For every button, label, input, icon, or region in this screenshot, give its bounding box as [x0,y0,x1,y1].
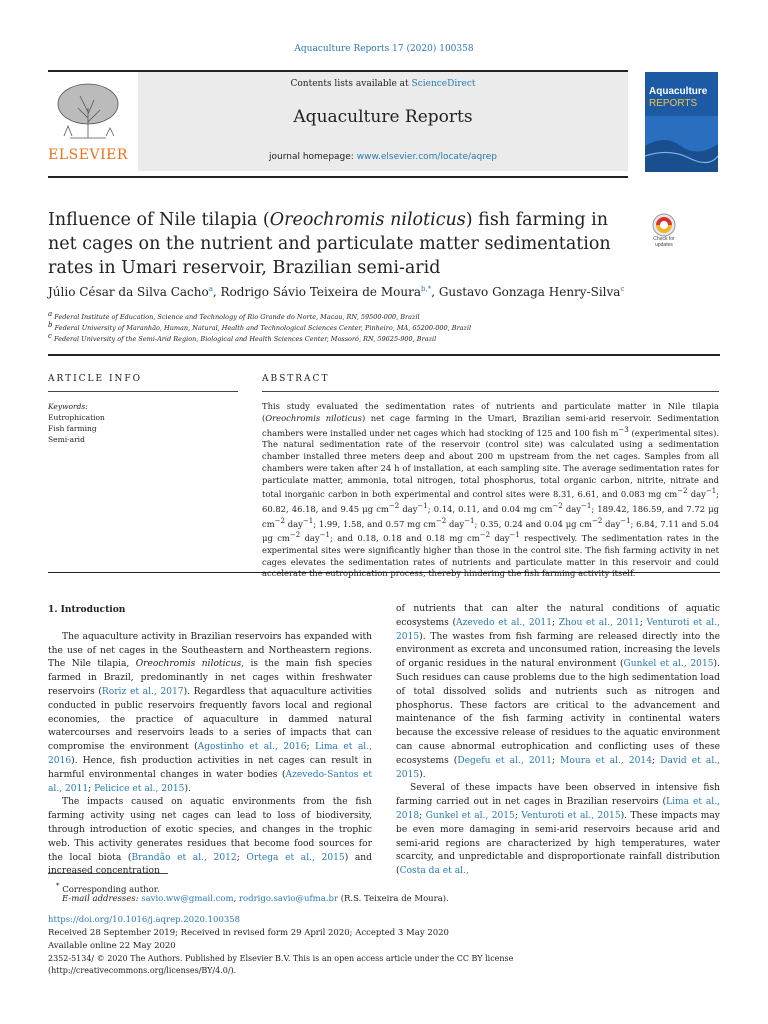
citation-link[interactable]: Pelicice et al., 2015 [94,783,185,794]
header-bottom-rule [48,176,628,178]
citation-link[interactable]: Azevedo-Santos et al., 2011 [48,769,373,794]
intro-paragraph: The impacts caused on aquatic environments from the fish farming activity using net cages can lead to loss of biodiversity, through introduction of exotic species, and changes in the trophic web. This activity generates residues that become food sources for the local biota (Brandão et al., 2012; Ortega et al., 2015) and increased concentration [48,797,372,877]
license-url[interactable]: (http://creativecommons.org/licenses/BY/4.0/). [48,966,237,975]
intro-left-column [48,603,372,879]
intro-paragraph: Several of these impacts have been observed in intensive fish farming carried out in net cages in Brazilian reservoirs (Lima et al., 2018; Gunkel et al., 2015; Venturoti et al., 2015). These impacts may be even more damaging in semi-arid reservoirs because arid and semi-arid regions are characterized by high temperatures, water scarcity, and unpredictable and disproportionate rainfall distribution (Costa da et al., [396,783,720,877]
journal-title: Aquaculture Reports [293,107,473,127]
email-link[interactable]: rodrigo.savio@ufma.br [238,894,339,904]
journal-homepage: journal homepage: www.elsevier.com/locate/aqrep [268,152,498,162]
affiliation-b: $^b$ Federal University of Maranhão, Human, Natural, Health and Technological Sciences Center, Pinheiro, MA, 65200-000, Brazil [48,321,472,333]
citation-link[interactable]: Agostinho et al., 2016 [197,742,307,753]
author-name: Rodrigo Sávio Teixeira de Moura [220,285,421,299]
author-name: Gustavo Gonzaga Henry-Silva [438,285,621,299]
citation-link[interactable]: Gunkel et al., 2015 [623,659,714,670]
intro-paragraph: The aquaculture activity in Brazilian reservoirs has expanded with the use of net cages in the Southeastern and Northeastern regions. The Nile tilapia, Oreochromis niloticus, is the main fish species farmed in Brazil, predominantly in net cages within freshwater reservoirs (Roriz et al., 2017). Regardless that aquaculture activities conducted in public reservoirs frequently favors local and regional economies, the practice of aquaculture in dammed natural watercourses and reservoirs leads to a series of impacts that can compromise the environment (Agostinho et al., 2016; Lima et al., 2016). Hence, fish production activities in net cages can result in harmful environmental changes in water bodies (Azevedo-Santos et al., 2011; Pelicice et al., 2015). [48,631,373,794]
citation-link[interactable]: Venturoti et al., 2015 [396,617,720,642]
corresponding-author-note: * Corresponding author. [56,882,160,895]
intro-heading: 1. Introduction [48,604,126,615]
abstract-end-rule [48,572,720,573]
publisher-wordmark: ELSEVIER [48,147,128,163]
intro-paragraph: of nutrients that can alter the natural conditions of aquatic ecosystems (Azevedo et al., 2011; Zhou et al., 2011; Venturoti et al., 2015). The wastes from fish farming are released directly into the environment as excreta and unconsumed ration, increasing the levels of organic residues in the natural environment (Gunkel et al., 2015). Such residues can cause problems due to the high sedimentation load of total dissolved solids and nutrients such as nitrogen and phosphorus. These factors are critical to the advancement and maintenance of the fish farming activity in continental waters because the excessive release of residues to the aquatic environment can cause abnormal eutrophication and conflicting uses of these ecosystems (Degefu et al., 2011; Moura et al., 2014; David et al., 2015). [396,604,721,780]
article-info-rule [48,391,238,392]
abstract-heading: ABSTRACT [262,374,330,384]
available-online: Available online 22 May 2020 [48,941,176,951]
doi-link[interactable]: https://doi.org/10.1016/j.aqrep.2020.100358 [48,915,241,925]
elsevier-tree-logo [50,78,126,146]
abstract-rule [262,391,719,392]
citation-link[interactable]: Brandão et al., 2012 [131,852,237,863]
footnote-rule [48,873,168,874]
keyword: Eutrophication [48,413,105,422]
citation-link[interactable]: David et al., 2015 [396,755,721,780]
journal-cover[interactable] [645,72,718,172]
citation-link[interactable]: Lima et al., 2018 [396,797,720,821]
cover-subtitle: REPORTS [649,98,698,109]
citation-link[interactable]: Degefu et al., 2011 [457,755,552,766]
section-rule [48,354,720,356]
sciencedirect-link[interactable]: ScienceDirect [411,79,476,89]
citation-link[interactable]: Moura et al., 2014 [560,755,653,766]
affiliation-c: $^c$ Federal University of the Semi-Arid Region, Biological and Health Sciences Center, Mossoró, RN, 59625-900, Brazil [48,332,437,344]
citation-link[interactable]: Venturoti et al., 2015 [521,810,621,821]
keyword: Semi-arid [48,435,85,444]
contents-line: Contents lists available at ScienceDirect [290,79,476,89]
citation-link[interactable]: Ortega et al., 2015 [246,852,345,863]
email-link[interactable]: savio.ww@gmail.com [141,894,234,904]
email-addresses: E-mail addresses: savio.ww@gmail.com, rodrigo.savio@ufma.br (R.S. Teixeira de Moura). [62,894,449,904]
crossmark-icon [645,212,683,238]
homepage-link[interactable]: www.elsevier.com/locate/aqrep [356,152,498,162]
affiliation-a: $^a$ Federal Institute of Education, Science and Technology of Rio Grande do Norte, Macau, RN, 59500-000, Brazil [48,310,420,322]
abstract-text: This study evaluated the sedimentation rates of nutrients and particulate matter in Nile tilapia (Oreochromis niloticus) net cage farming in the Umari, Brazilian semi-arid reservoir. Sedimentation chambers were installed under net cages which had stocking of 125 and 100 fish $m^{-3}$ (experimental sites). The natural sedimentation rate of the reservoir (control site) was calculated using a sedimentation chamber installed three meters deep and about 200 m upstream from the net cages. Samples from all chambers were taken after 24 h of installation, at each sampling site. The average sedimentation rates for particulate matter, ammonia, total nitrogen, total phosphorus, total organic carbon, nitrite, nitrate and total inorganic carbon in both experimental and control sites were 8.31, 6.61, and 0.083 mg $cm^{-2}$ day$^{-1}$; 60.82, 46.18, and 9.45 μg $cm^{-2}$ day$^{-1}$; 0.14, 0.11, and 0.04 mg $cm^{-2}$ day$^{-1}$; 189.42, 186.59, and 7.72 μg $cm^{-2}$ day$^{-1}$; 1.99, 1.58, and 0.57 mg $cm^{-2}$ day$^{-1}$; 0.35, 0.24 and 0.04 μg $cm^{-2}$ day$^{-1}$; 6.84, 7.11 and 5.04 μg $cm^{-2}$ day$^{-1}$; and 0.18, 0.18 and 0.18 mg $cm^{-2}$ day$^{-1}$ respectively. The sedimentation rates in the experimental sites were significantly higher than those in the control site. The fish farming activity in net cages elevates the sedimentation rates of nutrients and particulate matter in this reservoir and could accelerate the eutrophication process, thereby hindering the fish farming activity itself. [262,401,720,579]
crossmark-label: Check for updates [653,236,675,248]
citation-link[interactable]: Zhou et al., 2011 [558,617,640,628]
intro-right-column [396,603,720,879]
article-info-heading: ARTICLE INFO [48,374,143,384]
author-name: Júlio César da Silva Cacho [48,285,209,299]
keywords-label: Keywords: [48,402,88,411]
citation-link[interactable]: Azevedo et al., 2011 [456,617,553,628]
license-line: 2352-5134/ © 2020 The Authors. Published by Elsevier B.V. This is an open access article under the CC BY license [48,954,514,963]
citation-link[interactable]: Costa da et al., [399,866,469,877]
cover-title: Aquaculture [649,86,708,97]
journal-citation[interactable]: Aquaculture Reports 17 (2020) 100358 [294,44,474,54]
cover-art [645,116,718,172]
article-title: Influence of Nile tilapia (Oreochromis niloticus) fish farming in net cages on the nutrient and particulate matter sedimentation rates in Umari reservoir, Brazilian semi-arid [48,210,611,278]
citation-link[interactable]: Roriz et al., 2017 [101,686,184,697]
citation-link[interactable]: Lima et al., 2016 [48,742,372,766]
keyword: Fish farming [48,424,97,433]
author-list: Júlio César da Silva Cacho$^a$, Rodrigo Sávio Teixeira de Moura$^{b,*}$, Gustavo Gonzaga Henry-Silva$^c$ [48,285,625,299]
citation-link[interactable]: Gunkel et al., 2015 [425,810,515,821]
received-dates: Received 28 September 2019; Received in revised form 29 April 2020; Accepted 3 May 2020 [48,928,449,938]
